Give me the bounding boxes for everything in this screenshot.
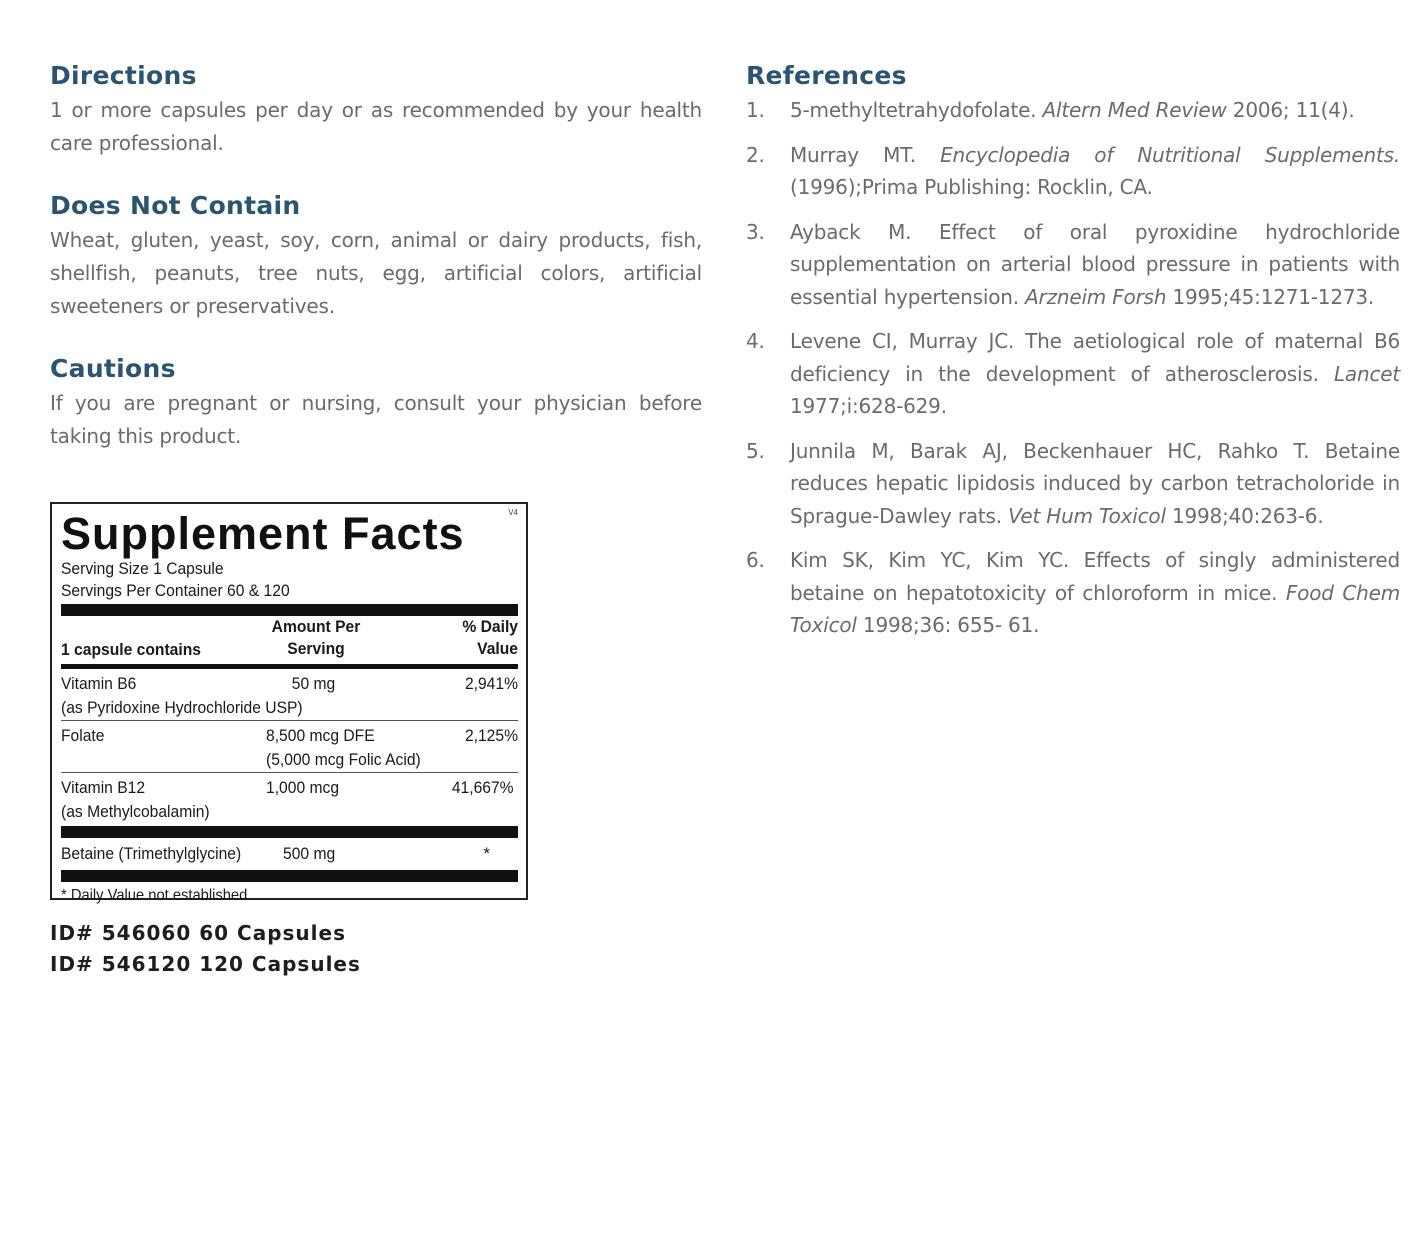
does-not-contain-section	[50, 188, 702, 323]
nutrient-amount: 1,000 mcg	[266, 778, 340, 797]
reference-item	[746, 139, 1400, 204]
nutrient-dv: 41,667%	[451, 778, 514, 797]
reference-text: 5-methyltetrahydofolate.	[790, 98, 1043, 122]
version-mark: V4	[508, 508, 518, 517]
header-daily-value	[381, 616, 518, 664]
references-list	[746, 94, 1400, 642]
nutrient-amount: 50 mg	[291, 674, 336, 693]
reference-item	[746, 544, 1400, 642]
nutrient-row	[61, 721, 518, 772]
header-amount-line2: Serving	[287, 639, 345, 658]
reference-item	[746, 94, 1400, 127]
reference-number: 1.	[746, 98, 765, 122]
reference-text: Junnila M, Barak AJ, Beckenhauer HC, Rahko T. Betaine reduces hepatic lipidosis induced by carbon tetracholoride in Sprague-Dawley rats.	[790, 438, 1400, 528]
nutrient-name: Vitamin B6	[61, 674, 137, 693]
left-column	[50, 58, 702, 473]
reference-journal: Arzneim Forsh	[1025, 284, 1167, 309]
nutrient-source: (5,000 mcg Folic Acid)	[266, 750, 421, 769]
betaine-row	[61, 838, 518, 868]
header-contains: 1 capsule contains	[61, 640, 201, 659]
nutrient-dv: 2,125%	[464, 726, 518, 745]
nutrient-amount: 8,500 mcg DFE	[266, 726, 375, 745]
reference-journal: Encyclopedia of Nutritional Supplements.	[940, 142, 1400, 167]
facts-footnote: * Daily Value not established	[61, 887, 248, 904]
divider-thick	[61, 826, 518, 838]
reference-number: 6.	[746, 548, 765, 572]
reference-item	[746, 325, 1400, 423]
reference-citation: 1998;40:263-6.	[1165, 503, 1324, 528]
references-section	[746, 58, 1400, 654]
reference-number: 3.	[746, 219, 765, 244]
cautions-section	[50, 351, 702, 453]
directions-section	[50, 58, 702, 160]
reference-journal: Lancet	[1333, 361, 1400, 386]
does-not-contain-text: Wheat, gluten, yeast, soy, corn, animal or dairy products, fish, shellfish, peanuts, tree nuts, egg, artificial colors, artificial sweeteners or preservatives.	[50, 228, 702, 318]
reference-journal: Altern Med Review	[1042, 98, 1227, 122]
facts-header-row	[61, 616, 518, 664]
reference-text: Levene CI, Murray JC. The aetiological role of maternal B6 deficiency in the development of atherosclerosis.	[790, 329, 1400, 386]
nutrient-dv: 2,941%	[464, 674, 518, 693]
nutrient-source: (as Methylcobalamin)	[61, 802, 210, 821]
reference-number: 5.	[746, 438, 765, 463]
reference-text: Ayback M. Effect of oral pyroxidine hydrochloride supplementation on arterial blood pressure in patients with essential hypertension.	[790, 219, 1400, 309]
cautions-heading: Cautions	[50, 354, 176, 383]
header-dv-line2: Value	[477, 639, 518, 658]
does-not-contain-heading: Does Not Contain	[50, 191, 301, 220]
reference-journal: Vet Hum Toxicol	[1008, 503, 1166, 528]
nutrient-row	[61, 773, 518, 824]
serving-size: Serving Size 1 Capsule	[61, 559, 224, 578]
reference-citation: 1977;i:628-629.	[790, 394, 947, 418]
product-ids	[50, 918, 361, 980]
nutrient-name: Folate	[61, 726, 105, 745]
reference-number: 2.	[746, 142, 765, 167]
divider-thick	[61, 604, 518, 616]
reference-text: Kim SK, Kim YC, Kim YC. Effects of singly administered betaine on hepatotoxicity of chloroform in mice.	[790, 548, 1400, 605]
reference-journal: Food Chem Toxicol	[790, 580, 1400, 637]
reference-citation: 2006; 11(4).	[1226, 98, 1355, 122]
supplement-facts-title: Supplement Facts	[61, 508, 465, 559]
product-id-line: ID# 546060 60 Capsules	[50, 921, 346, 945]
directions-heading: Directions	[50, 61, 197, 90]
betaine-name: Betaine (Trimethylglycine)	[61, 844, 242, 863]
nutrient-name: Vitamin B12	[61, 778, 146, 797]
reference-citation: (1996);Prima Publishing: Rocklin, CA.	[790, 175, 1153, 199]
nutrient-source: (as Pyridoxine Hydrochloride USP)	[61, 698, 303, 717]
betaine-amount: 500 mg	[283, 844, 336, 863]
reference-citation: 1995;45:1271-1273.	[1166, 284, 1375, 309]
reference-text: Murray MT.	[790, 142, 941, 167]
reference-number: 4.	[746, 329, 765, 353]
reference-item	[746, 435, 1400, 533]
product-id-line: ID# 546120 120 Capsules	[50, 952, 361, 976]
nutrient-row	[61, 669, 518, 720]
cautions-text: If you are pregnant or nursing, consult your physician before taking this product.	[50, 391, 702, 448]
header-amount-line1: Amount Per	[271, 617, 361, 636]
reference-item	[746, 216, 1400, 314]
divider-thick	[61, 870, 518, 882]
supplement-facts-panel	[50, 502, 528, 904]
reference-citation: 1998;36: 655- 61.	[856, 613, 1040, 637]
betaine-dv: *	[483, 844, 490, 863]
references-heading: References	[746, 61, 907, 90]
header-dv-line1: % Daily	[462, 617, 518, 636]
directions-text: 1 or more capsules per day or as recommended by your health care professional.	[50, 98, 702, 155]
header-amount	[251, 616, 381, 664]
servings-per-container: Servings Per Container 60 & 120	[61, 581, 290, 600]
